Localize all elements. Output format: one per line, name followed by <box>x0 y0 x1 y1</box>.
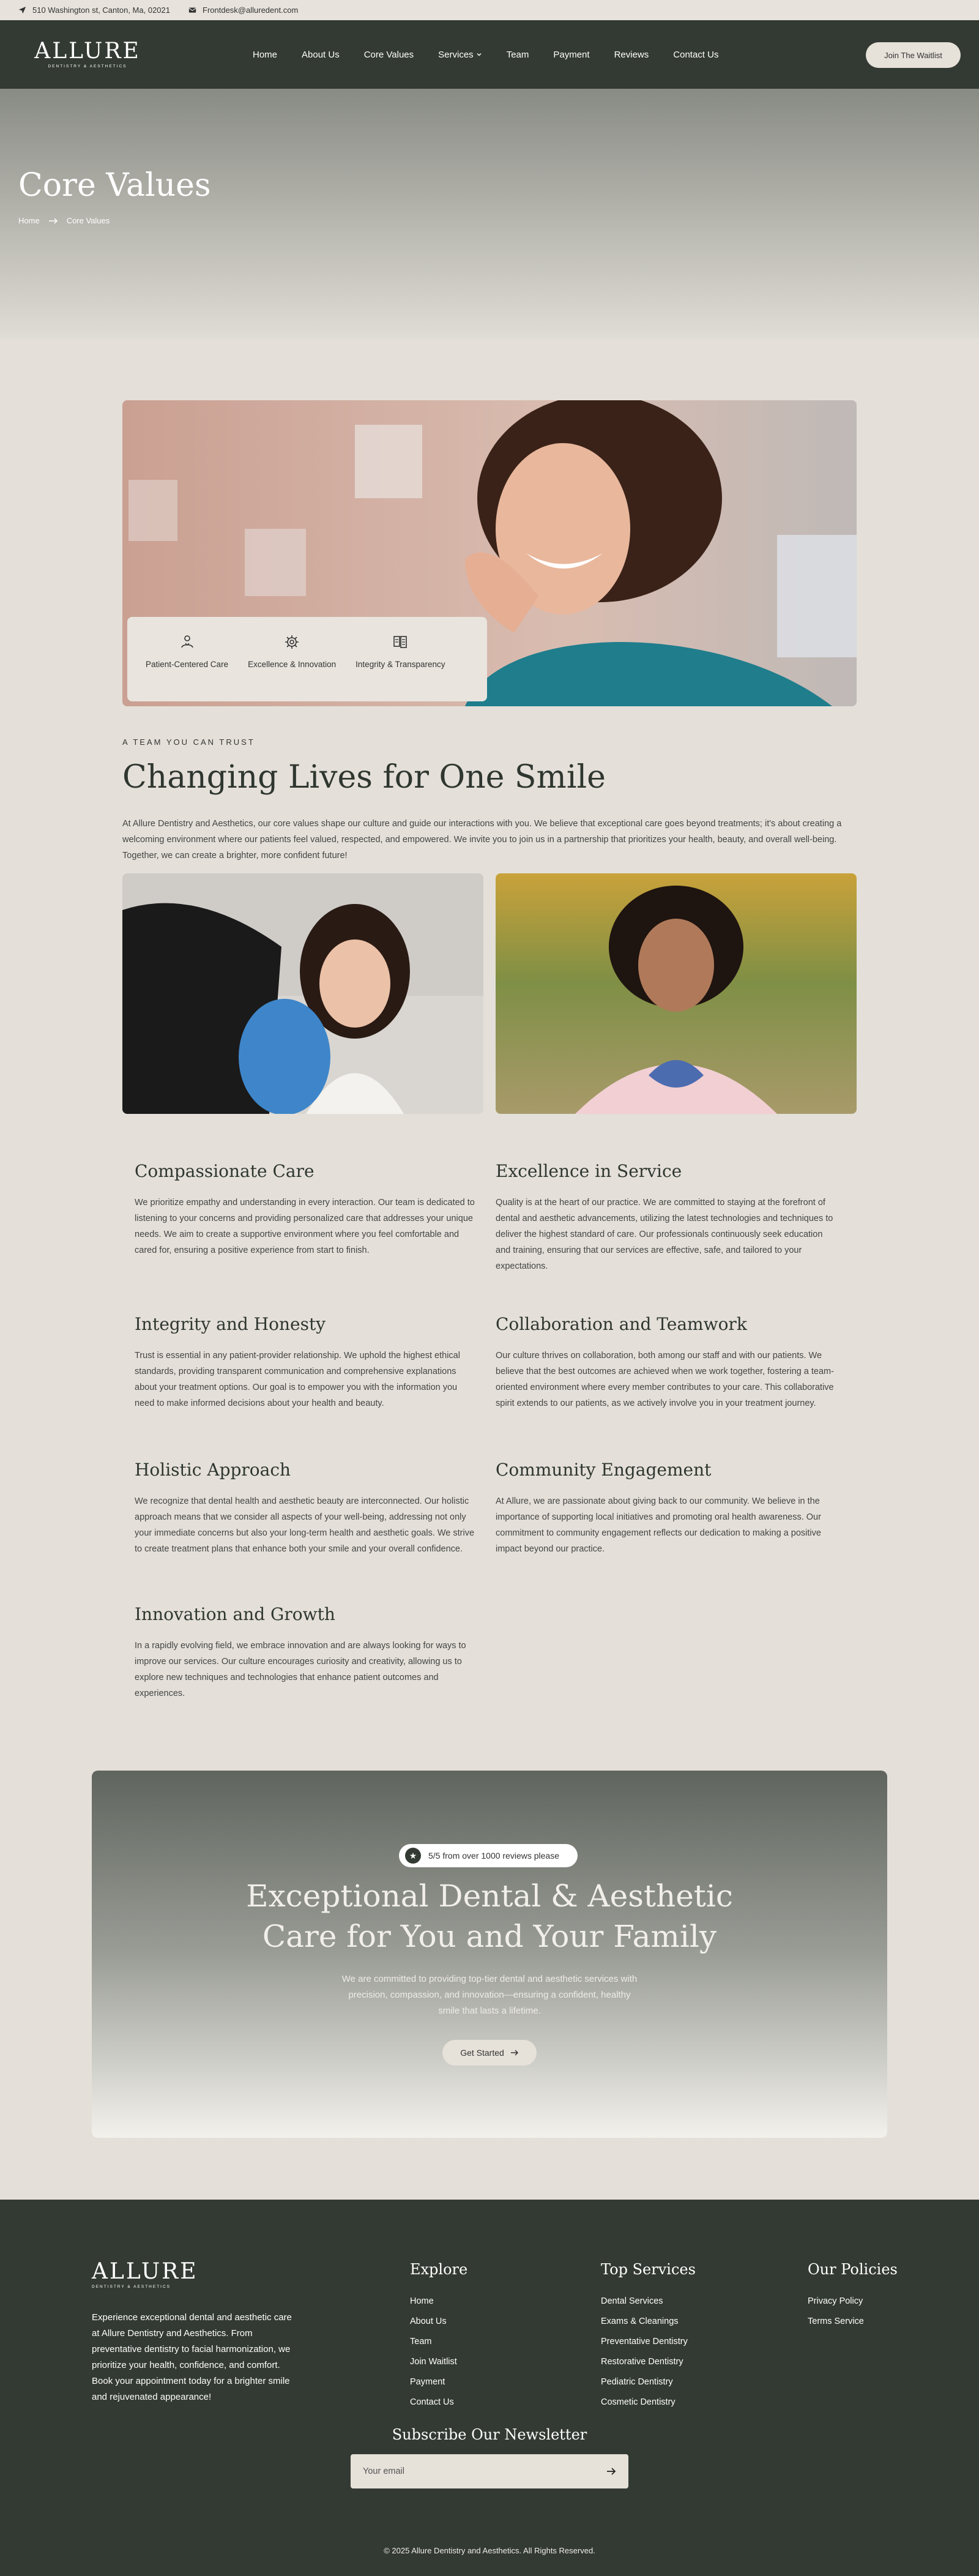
nav-item-team[interactable]: Team <box>506 49 529 60</box>
highlight-label: Excellence & Innovation <box>248 660 337 669</box>
address-text: 510 Washington st, Canton, Ma, 02021 <box>32 6 170 15</box>
nav-item-about[interactable]: About Us <box>302 49 340 60</box>
value-title: Holistic Approach <box>135 1460 291 1480</box>
brand-tagline: DENTISTRY & AESTHETICS <box>48 64 127 69</box>
heart-hands-illustration <box>496 873 857 1114</box>
heart-hands-woman-image <box>496 873 857 1114</box>
value-text: In a rapidly evolving field, we embrace innovation and are always looking for ways to improve our services. Our culture encourages curiosity and creativity, allowing us to explore new techniques and technologies that enhance patient outcomes and experiences. <box>135 1641 466 1698</box>
footer-col-title: Top Services <box>601 2261 696 2278</box>
value-title: Collaboration and Teamwork <box>496 1314 747 1334</box>
section-intro-text: At Allure Dentistry and Aesthetics, our core values shape our culture and guide our interactions with you. We believe that exceptional care goes beyond treatments; it's about creating a welcoming environment where our patients feel valued, respected, and empowered. We invite you to join us in a partnership that prioritizes your health, beauty, and overall well-being. Together, we can create a brighter, more confident future! <box>122 819 842 861</box>
value-card <box>496 1161 838 1274</box>
page-title: Core Values <box>18 167 211 204</box>
footer-services <box>601 2261 696 2413</box>
value-card <box>135 1161 477 1258</box>
value-title: Community Engagement <box>496 1460 712 1480</box>
section-heading: Changing Lives for One Smile <box>122 759 606 796</box>
value-text: We recognize that dental health and aesthetic beauty are interconnected. Our holistic approach means that we consider all aspects of your well-being, addressing not only your immediate concerns but also your long-term health and aesthetic goals. We strive to create treatment plans that enhance both your smile and your overall confidence. <box>135 1496 475 1554</box>
value-title: Innovation and Growth <box>135 1604 335 1624</box>
cta-heading-line1: Exceptional Dental & Aesthetic <box>246 1878 733 1914</box>
highlight-patient-care <box>146 634 228 701</box>
breadcrumb <box>18 216 110 225</box>
nav-item-payment[interactable]: Payment <box>553 49 590 60</box>
value-title: Excellence in Service <box>496 1161 682 1181</box>
footer-link[interactable]: Privacy Policy <box>808 2296 863 2306</box>
footer-link[interactable]: Restorative Dentistry <box>601 2357 683 2367</box>
cta-heading-line2: Care for You and Your Family <box>262 1919 717 1954</box>
arrow-right-icon[interactable] <box>606 2468 616 2475</box>
footer-link[interactable]: Dental Services <box>601 2296 663 2306</box>
arrow-right-icon <box>510 2050 519 2056</box>
footer-link[interactable]: Contact Us <box>410 2397 454 2407</box>
brand-logo[interactable] <box>35 40 140 69</box>
nav-item-services[interactable] <box>426 50 494 60</box>
footer-col-title: Our Policies <box>808 2261 898 2278</box>
value-text: At Allure, we are passionate about giving back to our community. We believe in the importance of supporting local initiatives and promoting oral health awareness. Our commitment to community engagement reflects our dedication to making a positive impact beyond our practice. <box>496 1496 821 1554</box>
value-text: Our culture thrives on collaboration, both among our staff and with our patients. We believe that the best outcomes are achieved when we work together, fostering a team-oriented environment where every member contributes to your care. This collaborative spirit extends to our patients, as we actively involve you in your treatment journey. <box>496 1351 834 1408</box>
email-text[interactable]: Frontdesk@alluredent.com <box>203 6 299 15</box>
page-hero <box>0 89 979 339</box>
dental-exam-image <box>122 873 483 1114</box>
footer-brand-tagline: DENTISTRY & AESTHETICS <box>92 2285 171 2289</box>
get-started-button[interactable] <box>442 2040 537 2066</box>
copyright-text: © 2025 Allure Dentistry and Aesthetics. All Rights Reserved. <box>384 2546 595 2555</box>
site-footer <box>0 2200 979 2576</box>
highlights-box <box>127 617 487 701</box>
footer-col-title: Explore <box>410 2261 468 2278</box>
reviews-badge-text: 5/5 from over 1000 reviews please <box>428 1851 559 1861</box>
star-icon: ★ <box>405 1848 421 1864</box>
patient-care-icon <box>179 634 195 650</box>
dental-exam-illustration <box>122 873 483 1114</box>
value-title: Integrity and Honesty <box>135 1314 326 1334</box>
email-placeholder: Your email <box>363 2466 404 2476</box>
cta-heading <box>92 1876 887 1957</box>
footer-link[interactable]: Team <box>410 2337 432 2346</box>
newsletter-email-field[interactable] <box>351 2454 628 2488</box>
highlight-integrity <box>355 634 445 701</box>
value-card <box>135 1314 477 1411</box>
highlight-label: Integrity & Transparency <box>355 660 445 669</box>
nav-item-reviews[interactable]: Reviews <box>614 49 649 60</box>
envelope-icon <box>188 6 196 14</box>
location-arrow-icon <box>18 6 26 14</box>
section-eyebrow: A TEAM YOU CAN TRUST <box>122 737 255 747</box>
footer-link[interactable]: Payment <box>410 2377 445 2387</box>
footer-description: Experience exceptional dental and aesthetic care at Allure Dentistry and Aesthetics. From preventative dentistry to facial harmonization, we prioritize your health, confidence, and comfort. Book your appointment today for a brighter smile and rejuvenated appearance! <box>92 2312 292 2402</box>
footer-link[interactable]: About Us <box>410 2317 447 2326</box>
footer-policies <box>808 2261 898 2332</box>
nav-item-services-label: Services <box>438 49 474 60</box>
footer-logo[interactable] <box>92 2261 196 2289</box>
value-card <box>135 1460 477 1557</box>
arrow-right-icon <box>48 218 58 224</box>
footer-brand-name: ALLURE <box>92 2259 198 2284</box>
breadcrumb-home-link[interactable]: Home <box>18 216 40 225</box>
value-title: Compassionate Care <box>135 1161 315 1181</box>
value-text: Quality is at the heart of our practice. We are committed to staying at the forefront of dental and aesthetic advancements, utilizing the latest technologies and techniques to deliver the highest standard of care. Our professionals continuously seek education and training, ensuring that our services are effective, safe, and tailored to your expectations. <box>496 1198 833 1271</box>
smiling-woman-image <box>122 400 857 706</box>
highlight-label: Patient-Centered Care <box>146 660 229 669</box>
footer-link[interactable]: Join Waitlist <box>410 2357 457 2367</box>
reviews-badge <box>399 1844 578 1867</box>
value-card <box>496 1314 838 1411</box>
join-waitlist-button[interactable]: Join The Waitlist <box>866 42 961 68</box>
value-text: Trust is essential in any patient-provider relationship. We uphold the highest ethical standards, providing transparent communication and comprehensive explanations about your treatment options. Our goal is to empower you with the information you need to make informed decisions about your health and beauty. <box>135 1351 460 1408</box>
value-card <box>496 1460 838 1557</box>
value-text: We prioritize empathy and understanding in every interaction. Our team is dedicated to listening to your concerns and providing personalized care that addresses your unique needs. We aim to create a supportive environment where you feel comfortable and cared for, ensuring a positive experience from start to finish. <box>135 1198 475 1255</box>
newsletter-title: Subscribe Our Newsletter <box>392 2426 587 2443</box>
address-item <box>18 6 170 15</box>
brand-name: ALLURE <box>34 39 141 64</box>
nav-item-contact[interactable]: Contact Us <box>673 49 719 60</box>
top-info-bar <box>0 0 979 20</box>
get-started-label: Get Started <box>460 2048 504 2058</box>
nav-item-home[interactable]: Home <box>253 49 278 60</box>
breadcrumb-current: Core Values <box>66 216 110 225</box>
gear-icon <box>284 634 300 650</box>
footer-link[interactable]: Preventative Dentistry <box>601 2337 688 2346</box>
footer-link[interactable]: Home <box>410 2296 434 2306</box>
highlight-excellence <box>248 634 336 701</box>
documents-icon <box>392 634 408 650</box>
footer-link[interactable]: Cosmetic Dentistry <box>601 2397 676 2407</box>
chevron-down-icon <box>476 51 482 58</box>
footer-link[interactable]: Pediatric Dentistry <box>601 2377 673 2387</box>
nav-item-core-values[interactable]: Core Values <box>363 49 414 60</box>
email-item[interactable] <box>188 6 298 15</box>
main-navbar <box>0 20 979 89</box>
cta-text: We are committed to providing top-tier dental and aesthetic services with precision, compassion, and innovation—ensuring a confident, healthy smile that lasts a lifetime. <box>341 1974 638 2016</box>
footer-link[interactable]: Exams & Cleanings <box>601 2317 679 2326</box>
cta-banner <box>92 1771 887 2138</box>
footer-link[interactable]: Terms Service <box>808 2317 864 2326</box>
value-card <box>135 1604 477 1701</box>
nav-menu <box>240 50 731 60</box>
footer-explore <box>410 2261 467 2413</box>
